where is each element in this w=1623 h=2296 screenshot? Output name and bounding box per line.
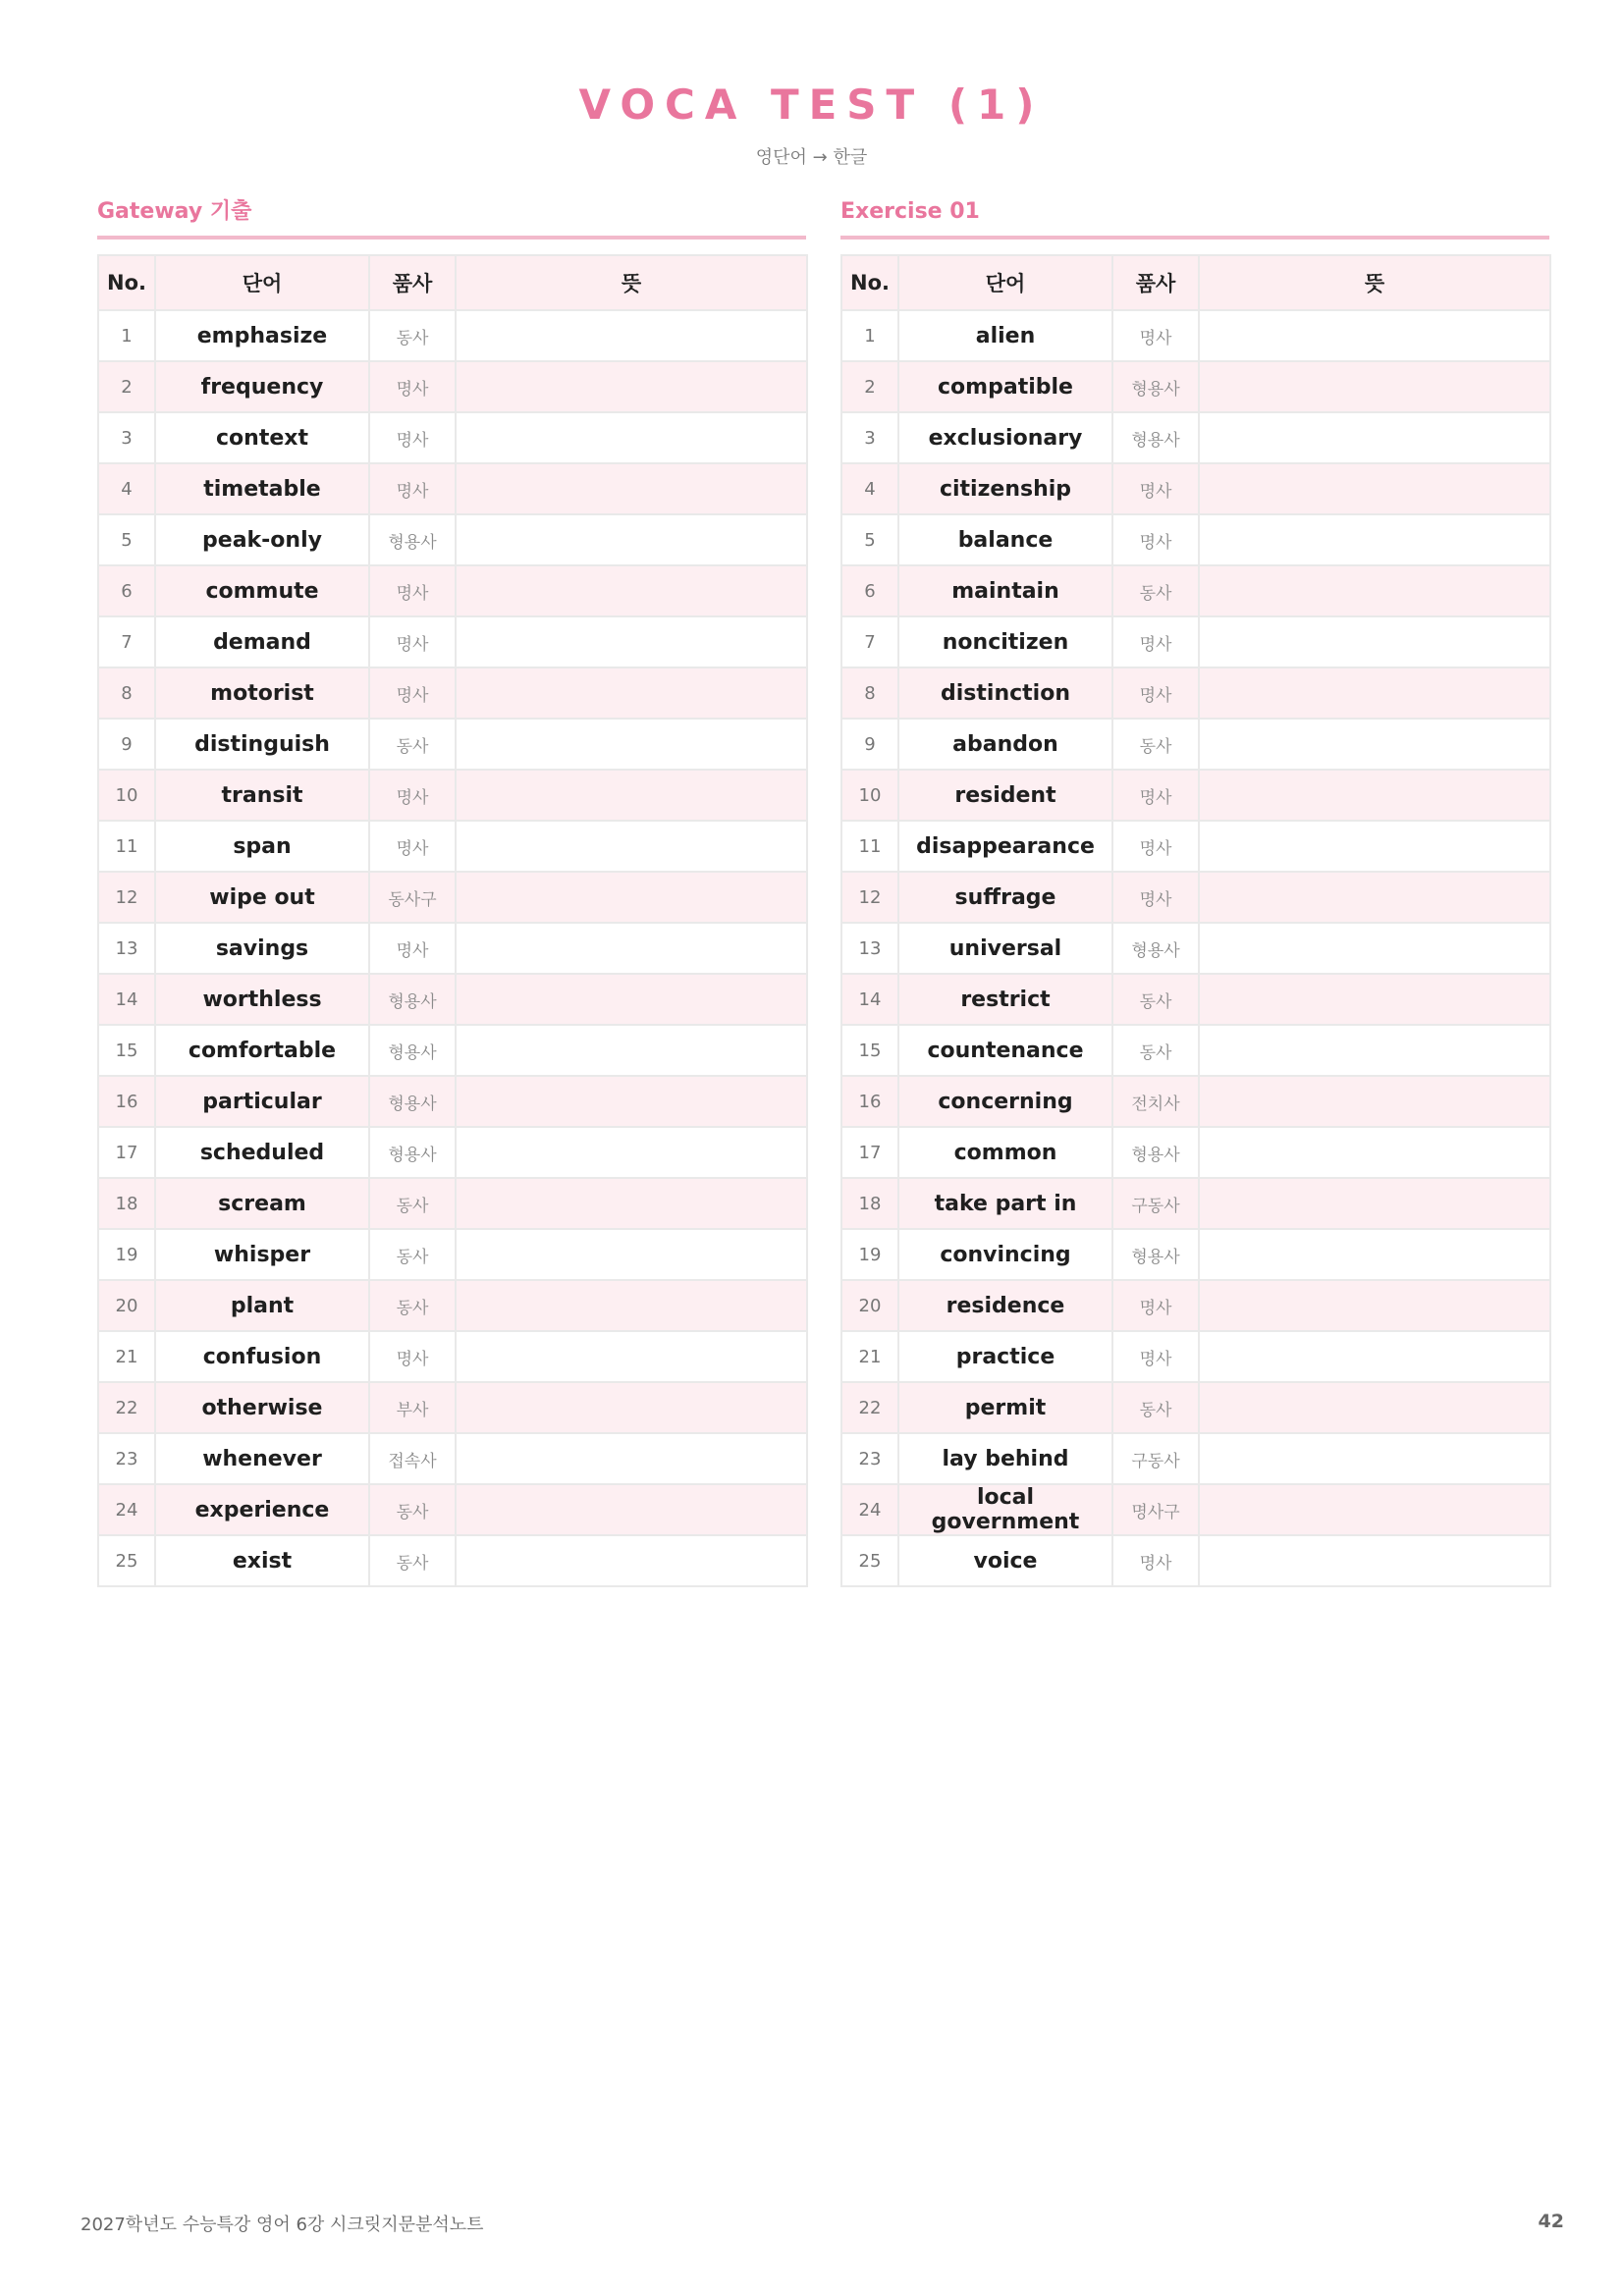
part-of-speech: 명사 (1112, 514, 1199, 565)
table-row (98, 770, 807, 821)
table-row (841, 463, 1550, 514)
part-of-speech: 접속사 (369, 1433, 456, 1484)
table-row (841, 719, 1550, 770)
row-number: 16 (98, 1076, 155, 1127)
part-of-speech: 명사 (369, 565, 456, 616)
english-word: convincing (898, 1229, 1112, 1280)
meaning-answer-cell[interactable] (1199, 616, 1550, 667)
table-row (841, 310, 1550, 361)
english-word: transit (155, 770, 369, 821)
table-row (841, 974, 1550, 1025)
column-header-meaning: 뜻 (456, 255, 807, 310)
row-number: 13 (841, 923, 898, 974)
part-of-speech: 명사 (1112, 770, 1199, 821)
meaning-answer-cell[interactable] (456, 463, 807, 514)
table-row (841, 872, 1550, 923)
row-number: 9 (98, 719, 155, 770)
meaning-answer-cell[interactable] (456, 412, 807, 463)
meaning-answer-cell[interactable] (1199, 565, 1550, 616)
meaning-answer-cell[interactable] (456, 361, 807, 412)
row-number: 4 (841, 463, 898, 514)
english-word: citizenship (898, 463, 1112, 514)
english-word: permit (898, 1382, 1112, 1433)
meaning-answer-cell[interactable] (456, 1535, 807, 1586)
english-word: practice (898, 1331, 1112, 1382)
table-row (841, 1484, 1550, 1535)
table-header-row (98, 255, 807, 310)
part-of-speech: 명사 (369, 361, 456, 412)
row-number: 8 (841, 667, 898, 719)
english-word: commute (155, 565, 369, 616)
english-word: restrict (898, 974, 1112, 1025)
row-number: 2 (98, 361, 155, 412)
table-row (841, 565, 1550, 616)
part-of-speech: 형용사 (1112, 1127, 1199, 1178)
table-row (841, 667, 1550, 719)
row-number: 12 (98, 872, 155, 923)
english-word: exclusionary (898, 412, 1112, 463)
part-of-speech: 명사 (369, 616, 456, 667)
meaning-answer-cell[interactable] (1199, 514, 1550, 565)
row-number: 17 (98, 1127, 155, 1178)
page-number: 42 (1538, 2211, 1564, 2232)
row-number: 21 (98, 1331, 155, 1382)
table-row (98, 310, 807, 361)
row-number: 5 (98, 514, 155, 565)
english-word: alien (898, 310, 1112, 361)
meaning-answer-cell[interactable] (456, 974, 807, 1025)
column-header-meaning: 뜻 (1199, 255, 1550, 310)
table-row (98, 719, 807, 770)
footer-book-title: 2027학년도 수능특강 영어 6강 시크릿지문분석노트 (81, 2215, 484, 2235)
english-word: peak-only (155, 514, 369, 565)
meaning-answer-cell[interactable] (456, 565, 807, 616)
english-word: take part in (898, 1178, 1112, 1229)
part-of-speech: 동사 (369, 1535, 456, 1586)
meaning-answer-cell[interactable] (1199, 1280, 1550, 1331)
part-of-speech: 동사 (369, 1484, 456, 1535)
table-row (841, 1229, 1550, 1280)
row-number: 23 (98, 1433, 155, 1484)
table-row (98, 1229, 807, 1280)
row-number: 18 (841, 1178, 898, 1229)
meaning-answer-cell[interactable] (1199, 821, 1550, 872)
english-word: balance (898, 514, 1112, 565)
table-row (98, 872, 807, 923)
row-number: 10 (98, 770, 155, 821)
part-of-speech: 동사 (1112, 974, 1199, 1025)
row-number: 11 (98, 821, 155, 872)
part-of-speech: 명사구 (1112, 1484, 1199, 1535)
table-row (841, 770, 1550, 821)
meaning-answer-cell[interactable] (1199, 1331, 1550, 1382)
english-word: resident (898, 770, 1112, 821)
table-row (98, 1484, 807, 1535)
part-of-speech: 명사 (369, 1331, 456, 1382)
english-word: motorist (155, 667, 369, 719)
part-of-speech: 형용사 (369, 1025, 456, 1076)
part-of-speech: 동사 (1112, 719, 1199, 770)
part-of-speech: 명사 (1112, 872, 1199, 923)
meaning-answer-cell[interactable] (1199, 1076, 1550, 1127)
part-of-speech: 동사 (1112, 565, 1199, 616)
english-word: comfortable (155, 1025, 369, 1076)
english-word: confusion (155, 1331, 369, 1382)
meaning-answer-cell[interactable] (456, 821, 807, 872)
row-number: 21 (841, 1331, 898, 1382)
english-word: particular (155, 1076, 369, 1127)
table-row (98, 412, 807, 463)
part-of-speech: 형용사 (1112, 412, 1199, 463)
voca-table (97, 254, 808, 1587)
english-word: frequency (155, 361, 369, 412)
english-word: distinguish (155, 719, 369, 770)
meaning-answer-cell[interactable] (1199, 770, 1550, 821)
table-row (98, 616, 807, 667)
english-word: worthless (155, 974, 369, 1025)
table-row (98, 514, 807, 565)
table-row (98, 1025, 807, 1076)
part-of-speech: 형용사 (1112, 1229, 1199, 1280)
table-row (841, 1025, 1550, 1076)
part-of-speech: 형용사 (1112, 361, 1199, 412)
table-row (841, 821, 1550, 872)
meaning-answer-cell[interactable] (456, 719, 807, 770)
meaning-answer-cell[interactable] (1199, 872, 1550, 923)
english-word: residence (898, 1280, 1112, 1331)
row-number: 24 (98, 1484, 155, 1535)
english-word: demand (155, 616, 369, 667)
row-number: 14 (98, 974, 155, 1025)
english-word: exist (155, 1535, 369, 1586)
row-number: 25 (841, 1535, 898, 1586)
section-title: Gateway 기출 (97, 199, 252, 224)
row-number: 7 (98, 616, 155, 667)
part-of-speech: 형용사 (1112, 923, 1199, 974)
english-word: suffrage (898, 872, 1112, 923)
table-row (841, 1127, 1550, 1178)
row-number: 24 (841, 1484, 898, 1535)
meaning-answer-cell[interactable] (1199, 1229, 1550, 1280)
section-exercise (840, 196, 1549, 1587)
part-of-speech: 명사 (369, 770, 456, 821)
english-word: disappearance (898, 821, 1112, 872)
column-header-no: No. (98, 255, 155, 310)
meaning-answer-cell[interactable] (456, 872, 807, 923)
meaning-answer-cell[interactable] (456, 1127, 807, 1178)
table-row (98, 923, 807, 974)
english-word: timetable (155, 463, 369, 514)
english-word: lay behind (898, 1433, 1112, 1484)
meaning-answer-cell[interactable] (1199, 361, 1550, 412)
meaning-answer-cell[interactable] (456, 1076, 807, 1127)
table-row (98, 1280, 807, 1331)
row-number: 3 (98, 412, 155, 463)
english-word: savings (155, 923, 369, 974)
table-row (841, 514, 1550, 565)
row-number: 6 (841, 565, 898, 616)
meaning-answer-cell[interactable] (1199, 923, 1550, 974)
part-of-speech: 형용사 (369, 1076, 456, 1127)
page-title: VOCA TEST (1) (578, 80, 1045, 129)
english-word: concerning (898, 1076, 1112, 1127)
row-number: 20 (841, 1280, 898, 1331)
row-number: 14 (841, 974, 898, 1025)
english-word: noncitizen (898, 616, 1112, 667)
column-header-no: No. (841, 255, 898, 310)
meaning-answer-cell[interactable] (1199, 1535, 1550, 1586)
part-of-speech: 명사 (1112, 310, 1199, 361)
row-number: 7 (841, 616, 898, 667)
meaning-answer-cell[interactable] (1199, 1382, 1550, 1433)
table-row (841, 1280, 1550, 1331)
meaning-answer-cell[interactable] (1199, 1127, 1550, 1178)
meaning-answer-cell[interactable] (456, 1178, 807, 1229)
row-number: 19 (841, 1229, 898, 1280)
table-row (98, 974, 807, 1025)
part-of-speech: 동사구 (369, 872, 456, 923)
meaning-answer-cell[interactable] (456, 616, 807, 667)
english-word: maintain (898, 565, 1112, 616)
meaning-answer-cell[interactable] (456, 923, 807, 974)
row-number: 5 (841, 514, 898, 565)
english-word: distinction (898, 667, 1112, 719)
part-of-speech: 구동사 (1112, 1433, 1199, 1484)
row-number: 25 (98, 1535, 155, 1586)
part-of-speech: 구동사 (1112, 1178, 1199, 1229)
meaning-answer-cell[interactable] (456, 770, 807, 821)
meaning-answer-cell[interactable] (456, 1280, 807, 1331)
part-of-speech: 명사 (1112, 821, 1199, 872)
column-header-word: 단어 (155, 255, 369, 310)
row-number: 6 (98, 565, 155, 616)
table-row (98, 1382, 807, 1433)
row-number: 1 (98, 310, 155, 361)
row-number: 8 (98, 667, 155, 719)
meaning-answer-cell[interactable] (456, 1433, 807, 1484)
table-row (98, 1535, 807, 1586)
table-row (841, 923, 1550, 974)
row-number: 23 (841, 1433, 898, 1484)
part-of-speech: 명사 (369, 821, 456, 872)
english-word: whisper (155, 1229, 369, 1280)
section-divider (840, 236, 1549, 240)
english-word: universal (898, 923, 1112, 974)
meaning-answer-cell[interactable] (456, 1484, 807, 1535)
row-number: 4 (98, 463, 155, 514)
meaning-answer-cell[interactable] (1199, 412, 1550, 463)
row-number: 22 (98, 1382, 155, 1433)
row-number: 16 (841, 1076, 898, 1127)
table-row (98, 1433, 807, 1484)
part-of-speech: 명사 (369, 923, 456, 974)
english-word: experience (155, 1484, 369, 1535)
part-of-speech: 전치사 (1112, 1076, 1199, 1127)
meaning-answer-cell[interactable] (456, 1025, 807, 1076)
part-of-speech: 부사 (369, 1382, 456, 1433)
english-word: countenance (898, 1025, 1112, 1076)
meaning-answer-cell[interactable] (1199, 463, 1550, 514)
row-number: 2 (841, 361, 898, 412)
english-word: scheduled (155, 1127, 369, 1178)
part-of-speech: 형용사 (369, 1127, 456, 1178)
meaning-answer-cell[interactable] (456, 514, 807, 565)
row-number: 17 (841, 1127, 898, 1178)
row-number: 22 (841, 1382, 898, 1433)
english-word: scream (155, 1178, 369, 1229)
meaning-answer-cell[interactable] (1199, 1484, 1550, 1535)
row-number: 10 (841, 770, 898, 821)
english-word: wipe out (155, 872, 369, 923)
table-row (841, 616, 1550, 667)
part-of-speech: 동사 (369, 719, 456, 770)
part-of-speech: 명사 (1112, 1535, 1199, 1586)
english-word: emphasize (155, 310, 369, 361)
english-word: whenever (155, 1433, 369, 1484)
table-row (841, 1331, 1550, 1382)
meaning-answer-cell[interactable] (456, 1331, 807, 1382)
table-body (98, 310, 807, 1586)
column-header-pos: 품사 (369, 255, 456, 310)
table-row (841, 361, 1550, 412)
english-word: compatible (898, 361, 1112, 412)
part-of-speech: 명사 (369, 463, 456, 514)
english-word: abandon (898, 719, 1112, 770)
table-row (98, 565, 807, 616)
table-row (841, 1076, 1550, 1127)
row-number: 19 (98, 1229, 155, 1280)
part-of-speech: 명사 (1112, 463, 1199, 514)
table-row (98, 463, 807, 514)
english-word: local government (898, 1484, 1112, 1535)
part-of-speech: 동사 (369, 310, 456, 361)
table-row (98, 667, 807, 719)
row-number: 1 (841, 310, 898, 361)
meaning-answer-cell[interactable] (1199, 1025, 1550, 1076)
meaning-answer-cell[interactable] (1199, 1178, 1550, 1229)
table-row (98, 361, 807, 412)
part-of-speech: 동사 (369, 1280, 456, 1331)
part-of-speech: 명사 (1112, 616, 1199, 667)
column-header-pos: 품사 (1112, 255, 1199, 310)
table-row (841, 1382, 1550, 1433)
page-subtitle: 영단어 → 한글 (755, 147, 868, 168)
table-header-row (841, 255, 1550, 310)
meaning-answer-cell[interactable] (456, 310, 807, 361)
english-word: voice (898, 1535, 1112, 1586)
meaning-answer-cell[interactable] (456, 1229, 807, 1280)
part-of-speech: 동사 (1112, 1025, 1199, 1076)
english-word: common (898, 1127, 1112, 1178)
voca-table (840, 254, 1551, 1587)
table-row (841, 1178, 1550, 1229)
meaning-answer-cell[interactable] (1199, 310, 1550, 361)
table-row (841, 412, 1550, 463)
row-number: 11 (841, 821, 898, 872)
meaning-answer-cell[interactable] (456, 1382, 807, 1433)
column-header-word: 단어 (898, 255, 1112, 310)
section-divider (97, 236, 806, 240)
part-of-speech: 명사 (1112, 667, 1199, 719)
row-number: 9 (841, 719, 898, 770)
row-number: 15 (98, 1025, 155, 1076)
table-row (98, 1178, 807, 1229)
section-title: Exercise 01 (840, 199, 980, 224)
table-row (98, 821, 807, 872)
part-of-speech: 동사 (369, 1229, 456, 1280)
english-word: span (155, 821, 369, 872)
meaning-answer-cell[interactable] (1199, 1433, 1550, 1484)
row-number: 20 (98, 1280, 155, 1331)
table-row (841, 1433, 1550, 1484)
part-of-speech: 명사 (1112, 1280, 1199, 1331)
table-row (98, 1127, 807, 1178)
row-number: 12 (841, 872, 898, 923)
part-of-speech: 동사 (369, 1178, 456, 1229)
row-number: 13 (98, 923, 155, 974)
part-of-speech: 명사 (369, 667, 456, 719)
english-word: otherwise (155, 1382, 369, 1433)
part-of-speech: 형용사 (369, 974, 456, 1025)
english-word: plant (155, 1280, 369, 1331)
table-body (841, 310, 1550, 1586)
table-row (98, 1076, 807, 1127)
part-of-speech: 명사 (369, 412, 456, 463)
part-of-speech: 동사 (1112, 1382, 1199, 1433)
meaning-answer-cell[interactable] (1199, 719, 1550, 770)
row-number: 15 (841, 1025, 898, 1076)
table-row (841, 1535, 1550, 1586)
part-of-speech: 명사 (1112, 1331, 1199, 1382)
part-of-speech: 형용사 (369, 514, 456, 565)
table-row (98, 1331, 807, 1382)
section-gateway (97, 196, 806, 1587)
meaning-answer-cell[interactable] (1199, 974, 1550, 1025)
meaning-answer-cell[interactable] (1199, 667, 1550, 719)
row-number: 18 (98, 1178, 155, 1229)
row-number: 3 (841, 412, 898, 463)
meaning-answer-cell[interactable] (456, 667, 807, 719)
english-word: context (155, 412, 369, 463)
